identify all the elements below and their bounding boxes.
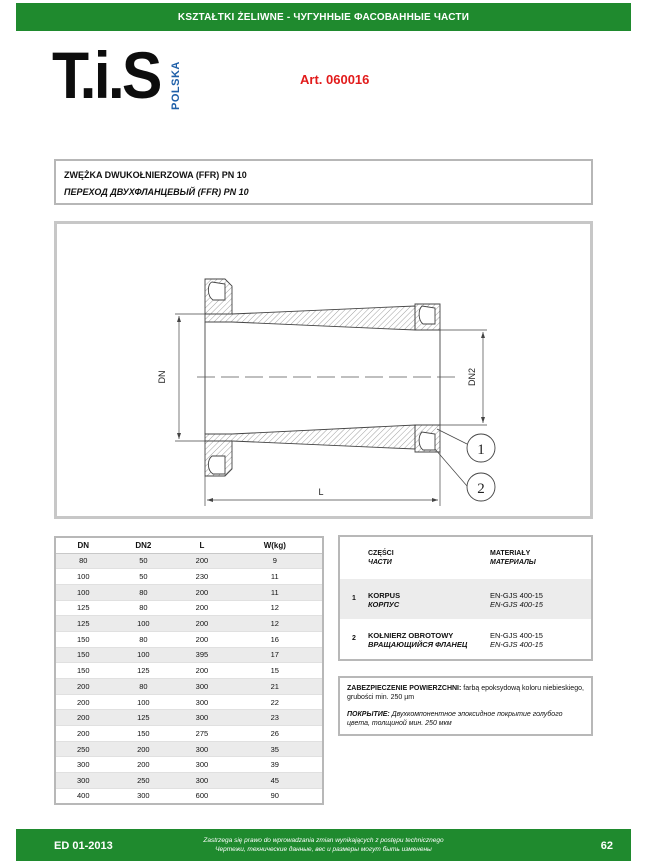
cell-dn2: 125 [110,710,176,726]
cell-w: 12 [228,616,323,632]
part-row [340,579,591,619]
part-name-ru: ВРАЩАЮЩИЙСЯ ФЛАНЕЦ [368,640,468,649]
cell-l: 300 [176,710,227,726]
table-row [55,694,323,710]
cell-dn2: 200 [110,741,176,757]
product-title-ru: ПЕРЕХОД ДВУХФЛАНЦЕВЫЙ (FFR) PN 10 [64,187,249,197]
table-row [55,616,323,632]
cell-l: 200 [176,631,227,647]
page-number: 62 [600,840,613,852]
cell-l: 600 [176,788,227,804]
cell-dn2: 200 [110,757,176,773]
left-rotating-flange-top [208,282,225,300]
cell-dn: 100 [55,569,110,585]
table-row [55,741,323,757]
cell-dn2: 80 [110,584,176,600]
cell-w: 23 [228,710,323,726]
footer-note-pl: Zastrzega się prawo do wprowadzania zmian wynikających z postępu technicznego [203,837,444,844]
col-dn2: DN2 [110,537,176,553]
cell-l: 300 [176,773,227,789]
footer-disclaimer [16,836,631,854]
table-row [55,569,323,585]
callout-2: 2 [477,481,485,497]
coating-label-pl: ZABEZPIECZENIE POWIERZCHNI: [347,685,462,692]
cell-w: 90 [228,788,323,804]
cell-dn2: 50 [110,569,176,585]
product-title-pl: ZWĘŻKA DWUKOŁNIERZOWA (FFR) PN 10 [64,170,247,180]
technical-drawing [54,221,593,519]
cell-dn: 150 [55,647,110,663]
footer-note-ru: Чертежи, технические данные, вес и размеры могут быть изменены [215,846,432,853]
cell-dn: 100 [55,584,110,600]
table-row [55,663,323,679]
cell-dn: 150 [55,631,110,647]
cell-dn2: 80 [110,679,176,695]
dimensions-table [54,536,324,805]
cell-dn2: 100 [110,647,176,663]
cell-w: 17 [228,647,323,663]
part-name-pl: KOŁNIERZ OBROTOWY [368,631,454,640]
cell-dn2: 300 [110,788,176,804]
table-row [55,679,323,695]
cell-w: 45 [228,773,323,789]
parts-table [338,535,593,661]
cell-dn2: 100 [110,616,176,632]
dimensions-body [55,553,323,804]
cell-l: 300 [176,679,227,695]
cell-w: 22 [228,694,323,710]
edition-label: ED 01-2013 [54,840,113,852]
cell-w: 26 [228,726,323,742]
callout-1: 1 [477,442,485,458]
cell-l: 230 [176,569,227,585]
header-bar [16,3,631,31]
cell-dn: 150 [55,663,110,679]
part-material-ru: EN-GJS 400-15 [490,600,543,609]
cell-dn2: 80 [110,600,176,616]
header-title: KSZTAŁTKI ŻELIWNE - ЧУГУННЫЕ ФАСОВАННЫЕ ЧАСТИ [177,11,470,23]
footer-bar [16,829,631,861]
table-row [55,726,323,742]
cell-l: 395 [176,647,227,663]
cell-dn: 125 [55,600,110,616]
cell-l: 275 [176,726,227,742]
cell-dn2: 125 [110,663,176,679]
cell-l: 200 [176,616,227,632]
cell-l: 200 [176,663,227,679]
cell-dn: 80 [55,553,110,569]
part-number: 1 [352,595,356,602]
coating-ru [347,710,584,728]
part-row [340,619,591,659]
right-rotating-flange-bottom [419,432,435,450]
cell-dn: 125 [55,616,110,632]
table-row [55,788,323,804]
body-wall-top [205,306,415,330]
head-parts-ru: ЧАСТИ [368,559,392,566]
cell-l: 300 [176,694,227,710]
table-row [55,584,323,600]
col-dn: DN [55,537,110,553]
logo-polska: POLSKA [170,61,182,110]
cell-dn: 200 [55,726,110,742]
cell-l: 200 [176,584,227,600]
cell-dn: 250 [55,741,110,757]
part-name-pl: KORPUS [368,591,401,600]
cell-w: 11 [228,569,323,585]
table-row [55,757,323,773]
cell-w: 12 [228,600,323,616]
part-material-pl: EN-GJS 400-15 [490,631,543,640]
coating-text-ru: Двухкомпонентное эпоксидное покрытие голубого цвета, толщиной мин. 250 мкм [347,711,563,727]
head-materials-pl: MATERIAŁY [490,550,531,557]
head-parts-pl: CZĘŚCI [368,550,394,557]
part-material-ru: EN-GJS 400-15 [490,640,543,649]
table-row [55,631,323,647]
part-number: 2 [352,635,356,642]
part-name-ru: КОРПУС [368,600,400,609]
table-row [55,553,323,569]
cell-l: 200 [176,553,227,569]
cell-dn: 300 [55,757,110,773]
table-row [55,600,323,616]
cell-dn: 200 [55,679,110,695]
head-materials-ru: МАТЕРИАЛЫ [490,559,536,566]
cell-l: 300 [176,741,227,757]
cell-w: 9 [228,553,323,569]
cell-w: 16 [228,631,323,647]
table-row [55,710,323,726]
cell-w: 39 [228,757,323,773]
cell-dn2: 100 [110,694,176,710]
cell-dn2: 80 [110,631,176,647]
logo-text: T.i.S [52,38,160,112]
left-rotating-flange-bottom [208,456,225,474]
cell-w: 15 [228,663,323,679]
coating-note [338,676,593,736]
right-rotating-flange-top [419,306,435,324]
table-row [55,647,323,663]
reducer-drawing [57,224,590,516]
cell-dn: 200 [55,710,110,726]
coating-pl [347,684,584,702]
col-w: W(kg) [228,537,323,553]
article-number: Art. 060016 [300,72,370,87]
cell-w: 35 [228,741,323,757]
col-l: L [176,537,227,553]
cell-dn2: 150 [110,726,176,742]
table-row [55,773,323,789]
cell-w: 11 [228,584,323,600]
cell-dn2: 50 [110,553,176,569]
dimensions-header-row [55,537,323,553]
product-title-box [54,159,593,205]
cell-dn: 200 [55,694,110,710]
cell-l: 200 [176,600,227,616]
coating-text-pl: farbą epoksydową koloru niebieskiego, grubości min. 250 µm [347,685,584,701]
cell-dn: 400 [55,788,110,804]
coating-label-ru: ПОКРЫТИЕ: [347,711,390,718]
cell-l: 300 [176,757,227,773]
label-dn2: DN2 [467,367,477,387]
body-wall-bottom [205,425,415,449]
cell-w: 21 [228,679,323,695]
part-material-pl: EN-GJS 400-15 [490,591,543,600]
cell-dn2: 250 [110,773,176,789]
cell-dn: 300 [55,773,110,789]
tis-logo [52,38,187,120]
label-dn: DN [157,370,167,384]
label-l: L [318,487,324,497]
parts-header [340,537,591,579]
